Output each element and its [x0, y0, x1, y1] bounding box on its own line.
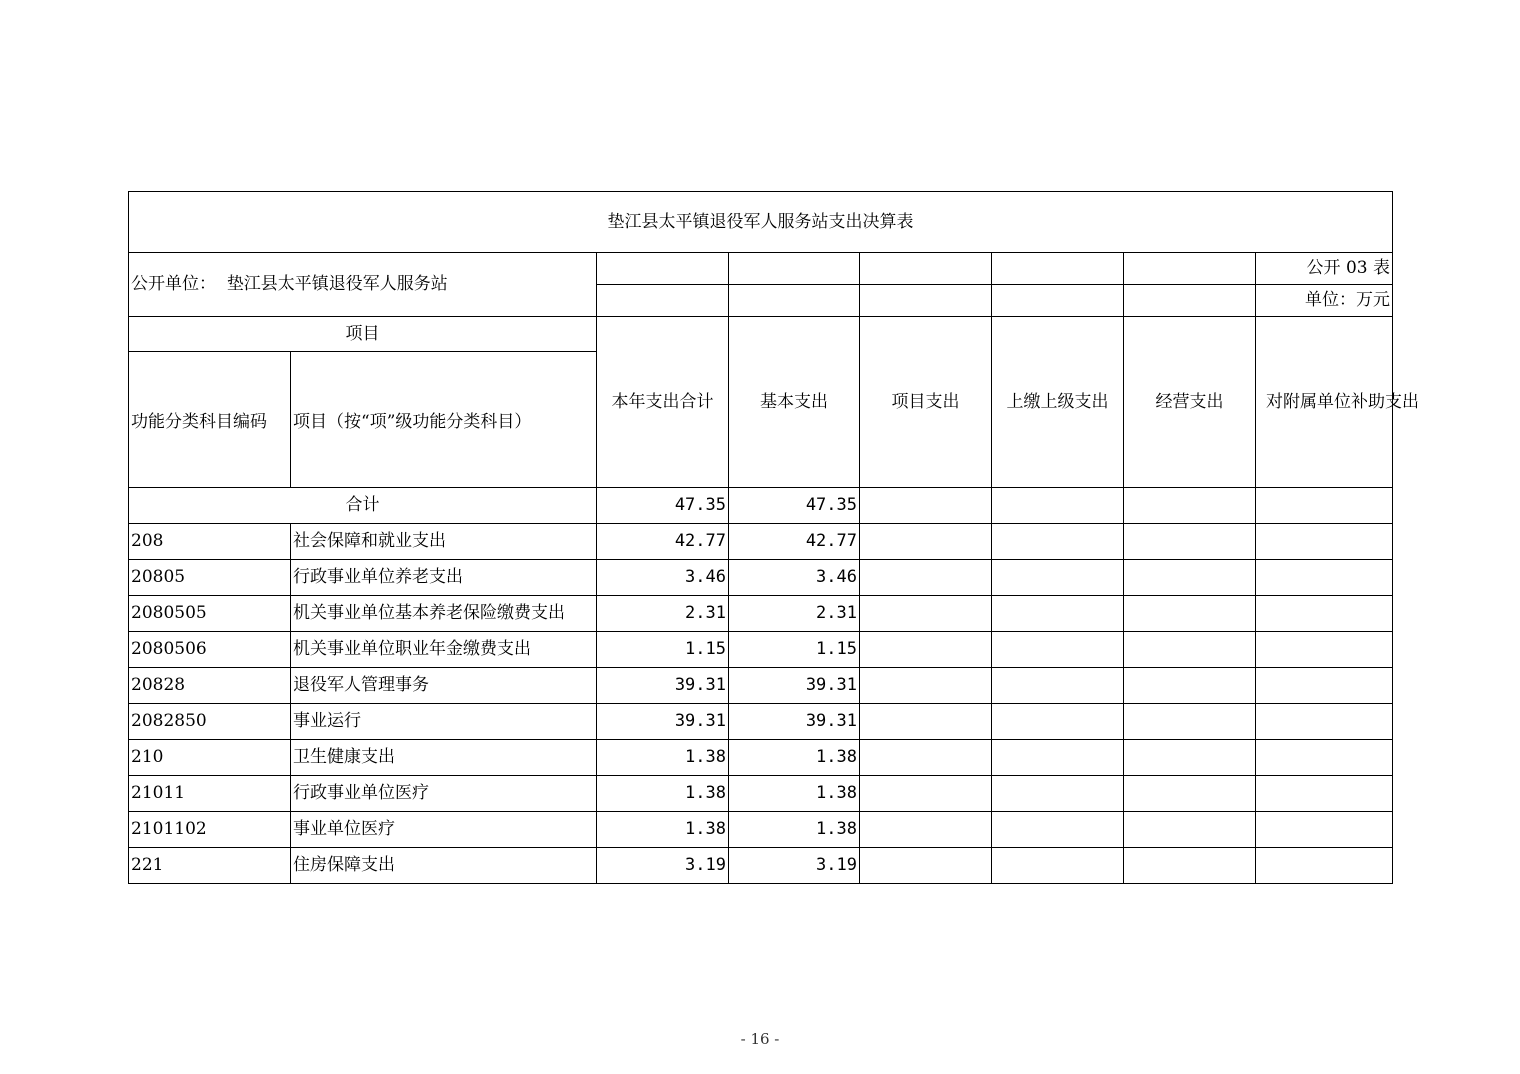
- row-total: 1.38: [597, 740, 729, 776]
- expenditure-table: [128, 191, 1419, 884]
- row-name: 行政事业单位养老支出: [291, 560, 597, 596]
- row-code: 210: [129, 740, 291, 776]
- currency-unit: 单位：万元: [1256, 285, 1393, 317]
- sum-basic: 47.35: [729, 488, 860, 524]
- row-code: 221: [129, 848, 291, 884]
- reporting-unit: [129, 253, 597, 317]
- row-total: 3.19: [597, 848, 729, 884]
- table-row: [129, 776, 1393, 812]
- row-total: 2.31: [597, 596, 729, 632]
- table-code: 公开 03 表: [1256, 253, 1393, 285]
- row-code: 2080506: [129, 632, 291, 668]
- row-total: 1.15: [597, 632, 729, 668]
- row-total: 39.31: [597, 704, 729, 740]
- table-row: [129, 596, 1393, 632]
- row-code: 21011: [129, 776, 291, 812]
- sum-label: 合计: [129, 488, 597, 524]
- table-row: [129, 632, 1393, 668]
- row-name: 机关事业单位职业年金缴费支出: [291, 632, 597, 668]
- row-total: 1.38: [597, 776, 729, 812]
- header-project-group: 项目: [129, 317, 597, 352]
- row-code: 2080505: [129, 596, 291, 632]
- row-basic: 2.31: [729, 596, 860, 632]
- row-name: 卫生健康支出: [291, 740, 597, 776]
- row-name: 住房保障支出: [291, 848, 597, 884]
- sum-row: [129, 488, 1393, 524]
- row-name: 事业运行: [291, 704, 597, 740]
- page-number: - 16 -: [740, 1030, 780, 1048]
- row-basic: 42.77: [729, 524, 860, 560]
- header-superior: 上缴上级支出: [992, 317, 1124, 488]
- table-row: [129, 524, 1393, 560]
- row-total: 42.77: [597, 524, 729, 560]
- unit-prefix: 公开单位：: [131, 274, 216, 295]
- row-name: 机关事业单位基本养老保险缴费支出: [291, 596, 597, 632]
- header-subsidy: 对附属单位补助支出: [1256, 317, 1393, 488]
- row-basic: 1.38: [729, 776, 860, 812]
- row-name: 行政事业单位医疗: [291, 776, 597, 812]
- row-basic: 1.15: [729, 632, 860, 668]
- header-item: 项目（按“项”级功能分类科目）: [291, 352, 597, 488]
- header-basic: 基本支出: [729, 317, 860, 488]
- title-row: [129, 192, 1393, 253]
- row-basic: 1.38: [729, 740, 860, 776]
- table-row: [129, 560, 1393, 596]
- row-total: 1.38: [597, 812, 729, 848]
- table-code-row: [129, 253, 1393, 285]
- row-name: 退役军人管理事务: [291, 668, 597, 704]
- row-basic: 1.38: [729, 812, 860, 848]
- row-code: 2082850: [129, 704, 291, 740]
- row-code: 208: [129, 524, 291, 560]
- sum-total: 47.35: [597, 488, 729, 524]
- row-basic: 39.31: [729, 668, 860, 704]
- row-code: 20805: [129, 560, 291, 596]
- row-total: 3.46: [597, 560, 729, 596]
- row-name: 事业单位医疗: [291, 812, 597, 848]
- header-total: 本年支出合计: [597, 317, 729, 488]
- page-title: 垫江县太平镇退役军人服务站支出决算表: [129, 192, 1393, 253]
- row-basic: 39.31: [729, 704, 860, 740]
- row-total: 39.31: [597, 668, 729, 704]
- table-row: [129, 740, 1393, 776]
- unit-name: 垫江县太平镇退役军人服务站: [226, 274, 448, 295]
- row-basic: 3.19: [729, 848, 860, 884]
- table-row: [129, 704, 1393, 740]
- row-code: 20828: [129, 668, 291, 704]
- header-operating: 经营支出: [1124, 317, 1256, 488]
- header-project: 项目支出: [860, 317, 992, 488]
- row-code: 2101102: [129, 812, 291, 848]
- table-row: [129, 812, 1393, 848]
- row-basic: 3.46: [729, 560, 860, 596]
- table-row: [129, 668, 1393, 704]
- header-code: 功能分类科目编码: [129, 352, 291, 488]
- row-name: 社会保障和就业支出: [291, 524, 597, 560]
- table-row: [129, 848, 1393, 884]
- header-row-1: [129, 317, 1393, 352]
